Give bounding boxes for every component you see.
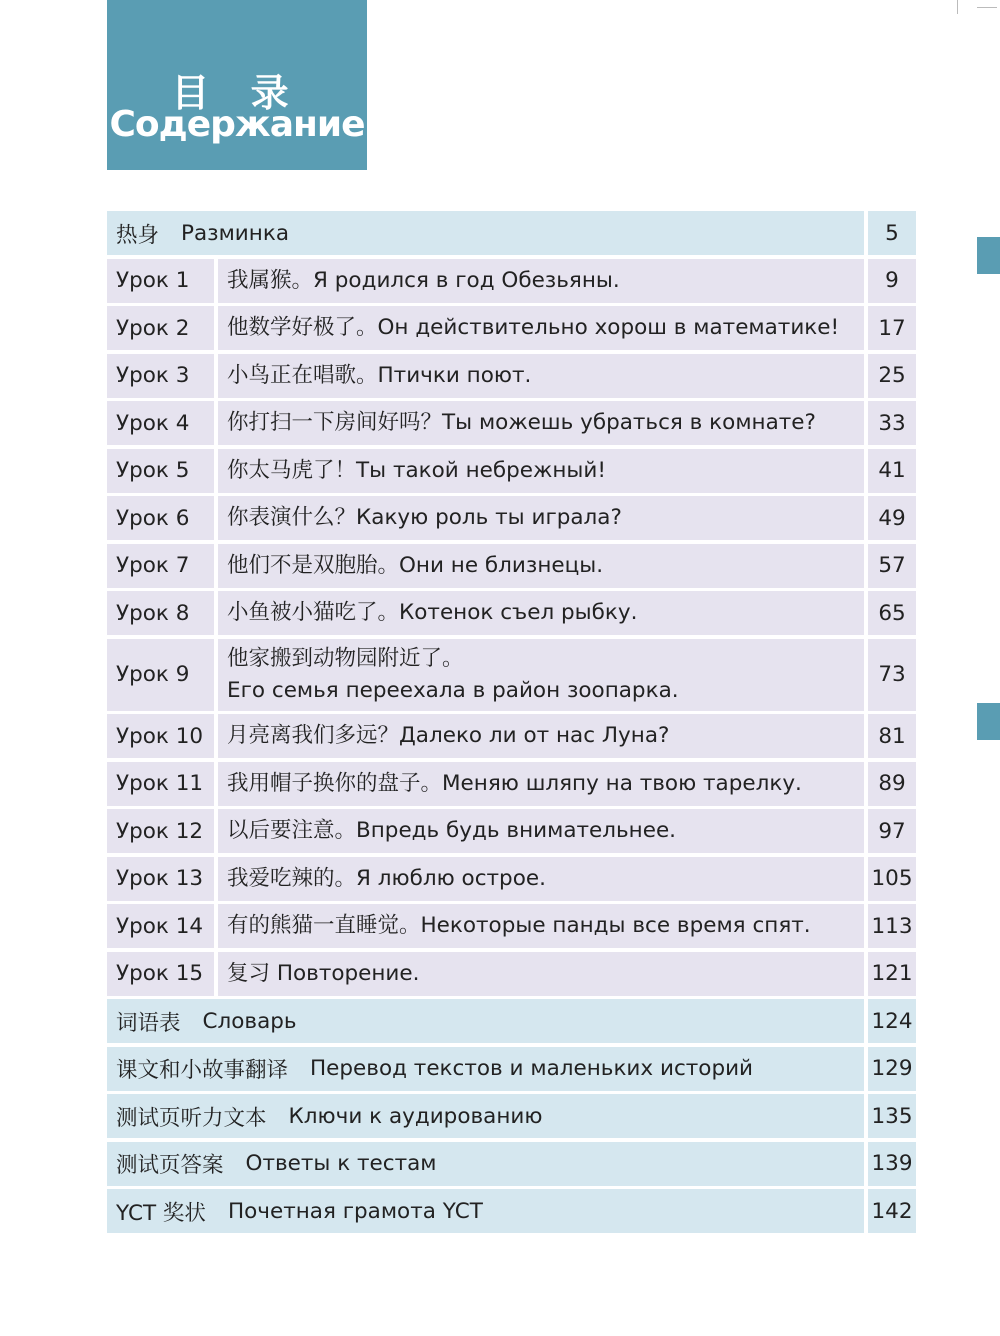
toc-entry-russian: Почетная грамота YCT — [227, 1198, 483, 1224]
crop-mark-top-right — [957, 0, 978, 14]
toc-page-number: 139 — [868, 1142, 916, 1186]
toc-row-warmup[interactable] — [107, 211, 916, 255]
lesson-title: 以后要注意。Впредь будь внимательнее. — [218, 809, 864, 853]
toc-entry-chinese: YCT 奖状 — [116, 1200, 206, 1226]
toc-entry-russian: Перевод текстов и маленьких историй — [310, 1056, 754, 1081]
table-of-contents — [107, 211, 916, 1237]
toc-row-appendix[interactable] — [107, 1047, 916, 1091]
toc-row-appendix[interactable] — [107, 1189, 916, 1233]
toc-row-lesson[interactable] — [107, 857, 916, 901]
lesson-title: 你表演什么？Какую роль ты играла? — [218, 496, 864, 540]
toc-entry-chinese: 词语表 — [116, 1010, 181, 1036]
toc-row-lesson[interactable] — [107, 449, 916, 493]
lesson-label: Урок 11 — [107, 762, 214, 806]
lesson-label: Урок 8 — [107, 591, 214, 635]
toc-entry-title — [107, 1047, 864, 1091]
toc-row-lesson[interactable] — [107, 496, 916, 540]
lesson-title: 他们不是双胞胎。Они не близнецы. — [218, 544, 864, 588]
contents-header — [107, 0, 367, 170]
lesson-title — [218, 639, 864, 711]
toc-row-lesson[interactable] — [107, 544, 916, 588]
toc-entry-chinese: 测试页听力文本 — [116, 1105, 267, 1131]
toc-page-number: 57 — [868, 544, 916, 588]
header-title-chinese: 目 录 — [171, 71, 303, 115]
toc-page-number: 97 — [868, 809, 916, 853]
toc-entry-chinese: 热身 — [116, 222, 160, 248]
toc-page-number: 41 — [868, 449, 916, 493]
lesson-title: 他数学好极了。Он действительно хорош в математике! — [218, 306, 864, 350]
toc-row-lesson[interactable] — [107, 354, 916, 398]
lesson-label: Урок 2 — [107, 306, 214, 350]
toc-page-number: 135 — [868, 1094, 916, 1138]
toc-row-appendix[interactable] — [107, 1094, 916, 1138]
toc-page-number: 73 — [868, 639, 916, 711]
lesson-title: 我爱吃辣的。Я люблю острое. — [218, 857, 864, 901]
toc-page-number: 33 — [868, 401, 916, 445]
lesson-label: Урок 15 — [107, 952, 214, 996]
lesson-title-line-russian: Его семья переехала в район зоопарка. — [227, 677, 679, 703]
toc-entry-title — [107, 211, 864, 255]
toc-entry-russian: Разминка — [181, 220, 289, 246]
toc-page-number: 5 — [868, 211, 916, 255]
lesson-title: 你太马虎了！Ты такой небрежный! — [218, 449, 864, 493]
toc-row-lesson[interactable] — [107, 259, 916, 303]
toc-page-number: 113 — [868, 904, 916, 948]
toc-page-number: 124 — [868, 999, 916, 1043]
toc-entry-title — [107, 1189, 864, 1233]
lesson-label: Урок 7 — [107, 544, 214, 588]
toc-entry-russian: Словарь — [202, 1008, 297, 1034]
toc-row-lesson[interactable] — [107, 591, 916, 635]
lesson-title-line-chinese: 他家搬到动物园附近了。 — [227, 645, 464, 671]
toc-row-appendix[interactable] — [107, 999, 916, 1043]
toc-page-number: 49 — [868, 496, 916, 540]
lesson-title: 你打扫一下房间好吗？Ты можешь убраться в комнате? — [218, 401, 864, 445]
toc-page-number: 65 — [868, 591, 916, 635]
lesson-label: Урок 1 — [107, 259, 214, 303]
toc-row-lesson[interactable] — [107, 952, 916, 996]
lesson-label: Урок 4 — [107, 401, 214, 445]
header-title-russian: Содержание — [109, 104, 365, 145]
toc-row-lesson[interactable] — [107, 306, 916, 350]
lesson-label: Урок 10 — [107, 714, 214, 758]
toc-page-number: 9 — [868, 259, 916, 303]
lesson-title: 小鱼被小猫吃了。Котенок съел рыбку. — [218, 591, 864, 635]
toc-row-lesson[interactable] — [107, 809, 916, 853]
toc-page-number: 17 — [868, 306, 916, 350]
lesson-title: 复习 Повторение. — [218, 952, 864, 996]
toc-entry-russian: Ответы к тестам — [245, 1151, 437, 1176]
lesson-label: Урок 9 — [107, 639, 214, 711]
toc-page-number: 129 — [868, 1047, 916, 1091]
toc-page-number: 142 — [868, 1189, 916, 1233]
toc-page-number: 81 — [868, 714, 916, 758]
toc-page-number: 25 — [868, 354, 916, 398]
toc-row-appendix[interactable] — [107, 1142, 916, 1186]
lesson-label: Урок 5 — [107, 449, 214, 493]
side-tab-marker — [977, 703, 1000, 740]
lesson-title: 有的熊猫一直睡觉。Некоторые панды все время спят. — [218, 904, 864, 948]
toc-row-lesson[interactable] — [107, 639, 916, 711]
lesson-label: Урок 13 — [107, 857, 214, 901]
lesson-label: Урок 12 — [107, 809, 214, 853]
toc-row-lesson[interactable] — [107, 714, 916, 758]
toc-entry-russian: Ключи к аудированию — [288, 1103, 543, 1129]
toc-entry-title — [107, 999, 864, 1043]
toc-page-number: 121 — [868, 952, 916, 996]
toc-entry-chinese: 课文和小故事翻译 — [116, 1058, 289, 1083]
toc-entry-title — [107, 1142, 864, 1186]
lesson-label: Урок 6 — [107, 496, 214, 540]
lesson-title: 我属猴。Я родился в год Обезьяны. — [218, 259, 864, 303]
lesson-title: 月亮离我们多远？Далеко ли от нас Луна? — [218, 714, 864, 758]
lesson-label: Урок 14 — [107, 904, 214, 948]
toc-row-lesson[interactable] — [107, 401, 916, 445]
toc-entry-chinese: 测试页答案 — [116, 1153, 224, 1178]
toc-row-lesson[interactable] — [107, 762, 916, 806]
lesson-title: 我用帽子换你的盘子。Меняю шляпу на твою тарелку. — [218, 762, 864, 806]
toc-row-lesson[interactable] — [107, 904, 916, 948]
toc-page-number: 89 — [868, 762, 916, 806]
toc-entry-title — [107, 1094, 864, 1138]
crop-mark-top-right-h — [977, 7, 997, 22]
toc-page-number: 105 — [868, 857, 916, 901]
lesson-title: 小鸟正在唱歌。Птички поют. — [218, 354, 864, 398]
lesson-label: Урок 3 — [107, 354, 214, 398]
side-tab-marker — [977, 237, 1000, 274]
